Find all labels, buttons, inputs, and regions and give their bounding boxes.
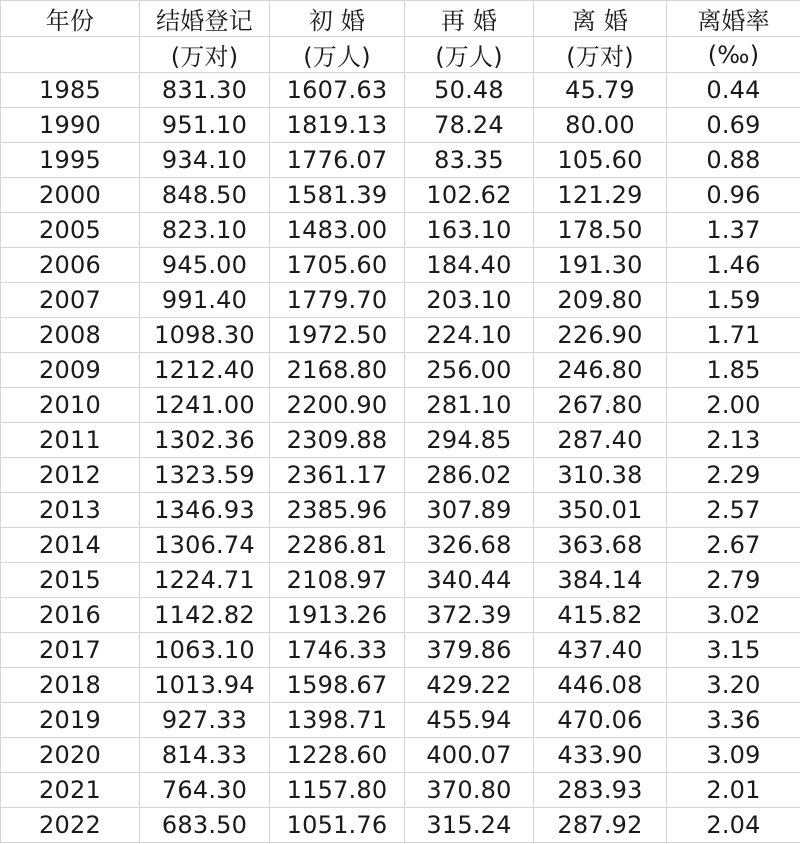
year-cell[interactable]: 1985 [1,73,140,108]
divorce-cell[interactable]: 363.68 [534,528,667,563]
divorce-rate-cell[interactable]: 3.15 [667,633,800,668]
marriage-registrations-cell[interactable]: 823.10 [140,213,270,248]
divorce-cell[interactable]: 433.90 [534,738,667,773]
remarriage-cell[interactable]: 286.02 [405,458,534,493]
divorce-cell[interactable]: 226.90 [534,318,667,353]
marriage-registrations-cell[interactable]: 934.10 [140,143,270,178]
unit-remarriage[interactable]: (万人) [405,37,534,73]
first-marriage-cell[interactable]: 1779.70 [270,283,405,318]
remarriage-cell[interactable]: 78.24 [405,108,534,143]
divorce-rate-cell[interactable]: 0.96 [667,178,800,213]
year-cell[interactable]: 2016 [1,598,140,633]
table-row [1,808,800,843]
first-marriage-cell[interactable]: 2309.88 [270,423,405,458]
remarriage-cell[interactable]: 281.10 [405,388,534,423]
first-marriage-cell[interactable]: 2361.17 [270,458,405,493]
divorce-cell[interactable]: 470.06 [534,703,667,738]
marriage-registrations-cell[interactable]: 814.33 [140,738,270,773]
remarriage-cell[interactable]: 429.22 [405,668,534,703]
table-body [1,1,800,843]
divorce-cell[interactable]: 209.80 [534,283,667,318]
first-marriage-cell[interactable]: 2385.96 [270,493,405,528]
unit-year[interactable] [1,37,140,73]
remarriage-cell[interactable]: 379.86 [405,633,534,668]
first-marriage-cell[interactable]: 1746.33 [270,633,405,668]
remarriage-cell[interactable]: 340.44 [405,563,534,598]
marriage-registrations-cell[interactable]: 1063.10 [140,633,270,668]
year-cell[interactable]: 2014 [1,528,140,563]
divorce-cell[interactable]: 437.40 [534,633,667,668]
marriage-registrations-cell[interactable]: 951.10 [140,108,270,143]
year-cell[interactable]: 2015 [1,563,140,598]
table-row [1,283,800,318]
table-row [1,493,800,528]
divorce-cell[interactable]: 415.82 [534,598,667,633]
year-cell[interactable]: 2008 [1,318,140,353]
remarriage-cell[interactable]: 163.10 [405,213,534,248]
divorce-rate-cell[interactable]: 3.02 [667,598,800,633]
unit-marriage-registrations[interactable]: (万对) [140,37,270,73]
marriage-registrations-cell[interactable]: 1142.82 [140,598,270,633]
table-row [1,563,800,598]
year-cell[interactable]: 2011 [1,423,140,458]
table-row [1,633,800,668]
first-marriage-cell[interactable]: 1228.60 [270,738,405,773]
year-cell[interactable]: 1990 [1,108,140,143]
marriage-registrations-cell[interactable]: 764.30 [140,773,270,808]
year-cell[interactable]: 2006 [1,248,140,283]
first-marriage-cell[interactable]: 1607.63 [270,73,405,108]
first-marriage-cell[interactable]: 1051.76 [270,808,405,843]
first-marriage-cell[interactable]: 1581.39 [270,178,405,213]
divorce-rate-cell[interactable]: 0.44 [667,73,800,108]
header-year[interactable]: 年份 [1,1,140,37]
divorce-rate-cell[interactable]: 1.85 [667,353,800,388]
remarriage-cell[interactable]: 326.68 [405,528,534,563]
header-marriage-registrations[interactable]: 结婚登记 [140,1,270,37]
divorce-rate-cell[interactable]: 2.79 [667,563,800,598]
divorce-cell[interactable]: 287.40 [534,423,667,458]
marriage-registrations-cell[interactable]: 1323.59 [140,458,270,493]
marriage-registrations-cell[interactable]: 1212.40 [140,353,270,388]
divorce-rate-cell[interactable]: 3.09 [667,738,800,773]
divorce-rate-cell[interactable]: 2.00 [667,388,800,423]
remarriage-cell[interactable]: 315.24 [405,808,534,843]
divorce-rate-cell[interactable]: 1.71 [667,318,800,353]
first-marriage-cell[interactable]: 1398.71 [270,703,405,738]
table-row [1,143,800,178]
unit-row [1,37,800,73]
divorce-rate-cell[interactable]: 2.67 [667,528,800,563]
table-row [1,738,800,773]
divorce-cell[interactable]: 178.50 [534,213,667,248]
divorce-rate-cell[interactable]: 1.46 [667,248,800,283]
table-row [1,318,800,353]
first-marriage-cell[interactable]: 1483.00 [270,213,405,248]
header-remarriage[interactable]: 再 婚 [405,1,534,37]
marriage-registrations-cell[interactable]: 1306.74 [140,528,270,563]
year-cell[interactable]: 2009 [1,353,140,388]
divorce-cell[interactable]: 446.08 [534,668,667,703]
marriage-registrations-cell[interactable]: 1302.36 [140,423,270,458]
header-divorce[interactable]: 离 婚 [534,1,667,37]
divorce-cell[interactable]: 287.92 [534,808,667,843]
divorce-cell[interactable]: 384.14 [534,563,667,598]
divorce-rate-cell[interactable]: 2.04 [667,808,800,843]
table-row [1,388,800,423]
remarriage-cell[interactable]: 400.07 [405,738,534,773]
divorce-cell[interactable]: 283.93 [534,773,667,808]
marriage-registrations-cell[interactable]: 831.30 [140,73,270,108]
year-cell[interactable]: 2019 [1,703,140,738]
divorce-cell[interactable]: 45.79 [534,73,667,108]
divorce-rate-cell[interactable]: 2.01 [667,773,800,808]
divorce-rate-cell[interactable]: 3.20 [667,668,800,703]
remarriage-cell[interactable]: 203.10 [405,283,534,318]
marriage-registrations-cell[interactable]: 945.00 [140,248,270,283]
remarriage-cell[interactable]: 102.62 [405,178,534,213]
marriage-registrations-cell[interactable]: 1098.30 [140,318,270,353]
remarriage-cell[interactable]: 370.80 [405,773,534,808]
table-row [1,73,800,108]
remarriage-cell[interactable]: 372.39 [405,598,534,633]
table-row [1,668,800,703]
divorce-cell[interactable]: 105.60 [534,143,667,178]
table-row [1,353,800,388]
marriage-registrations-cell[interactable]: 683.50 [140,808,270,843]
divorce-cell[interactable]: 310.38 [534,458,667,493]
remarriage-cell[interactable]: 294.85 [405,423,534,458]
divorce-cell[interactable]: 267.80 [534,388,667,423]
marriage-registrations-cell[interactable]: 1013.94 [140,668,270,703]
first-marriage-cell[interactable]: 2200.90 [270,388,405,423]
divorce-rate-cell[interactable]: 3.36 [667,703,800,738]
remarriage-cell[interactable]: 256.00 [405,353,534,388]
year-cell[interactable]: 1995 [1,143,140,178]
remarriage-cell[interactable]: 50.48 [405,73,534,108]
remarriage-cell[interactable]: 307.89 [405,493,534,528]
marriage-registrations-cell[interactable]: 1346.93 [140,493,270,528]
first-marriage-cell[interactable]: 1776.07 [270,143,405,178]
divorce-cell[interactable]: 246.80 [534,353,667,388]
marriage-registrations-cell[interactable]: 991.40 [140,283,270,318]
first-marriage-cell[interactable]: 1157.80 [270,773,405,808]
table-row [1,528,800,563]
divorce-rate-cell[interactable]: 1.59 [667,283,800,318]
header-divorce-rate[interactable]: 离婚率 [667,1,800,37]
table-row [1,248,800,283]
marriage-registrations-cell[interactable]: 848.50 [140,178,270,213]
header-row [1,1,800,37]
year-cell[interactable]: 2013 [1,493,140,528]
first-marriage-cell[interactable]: 1705.60 [270,248,405,283]
unit-first-marriage[interactable]: (万人) [270,37,405,73]
first-marriage-cell[interactable]: 2168.80 [270,353,405,388]
remarriage-cell[interactable]: 184.40 [405,248,534,283]
divorce-rate-cell[interactable]: 0.88 [667,143,800,178]
year-cell[interactable]: 2021 [1,773,140,808]
year-cell[interactable]: 2007 [1,283,140,318]
remarriage-cell[interactable]: 224.10 [405,318,534,353]
table-row [1,598,800,633]
divorce-cell[interactable]: 191.30 [534,248,667,283]
year-cell[interactable]: 2017 [1,633,140,668]
year-cell[interactable]: 2012 [1,458,140,493]
first-marriage-cell[interactable]: 1972.50 [270,318,405,353]
remarriage-cell[interactable]: 83.35 [405,143,534,178]
year-cell[interactable]: 2022 [1,808,140,843]
marriage-registrations-cell[interactable]: 1224.71 [140,563,270,598]
table-row [1,108,800,143]
divorce-cell[interactable]: 80.00 [534,108,667,143]
divorce-cell[interactable]: 350.01 [534,493,667,528]
divorce-cell[interactable]: 121.29 [534,178,667,213]
unit-divorce-rate[interactable]: (‰) [667,37,800,73]
divorce-rate-cell[interactable]: 0.69 [667,108,800,143]
marriage-registrations-cell[interactable]: 1241.00 [140,388,270,423]
marriage-registrations-cell[interactable]: 927.33 [140,703,270,738]
divorce-rate-cell[interactable]: 2.13 [667,423,800,458]
divorce-rate-cell[interactable]: 1.37 [667,213,800,248]
table-row [1,423,800,458]
table-row [1,458,800,493]
remarriage-cell[interactable]: 455.94 [405,703,534,738]
first-marriage-cell[interactable]: 1819.13 [270,108,405,143]
table-row [1,773,800,808]
first-marriage-cell[interactable]: 1598.67 [270,668,405,703]
year-cell[interactable]: 2000 [1,178,140,213]
divorce-rate-cell[interactable]: 2.29 [667,458,800,493]
first-marriage-cell[interactable]: 1913.26 [270,598,405,633]
table-row [1,178,800,213]
first-marriage-cell[interactable]: 2286.81 [270,528,405,563]
header-first-marriage[interactable]: 初 婚 [270,1,405,37]
year-cell[interactable]: 2018 [1,668,140,703]
year-cell[interactable]: 2010 [1,388,140,423]
divorce-rate-cell[interactable]: 2.57 [667,493,800,528]
table-row [1,213,800,248]
table-row [1,703,800,738]
year-cell[interactable]: 2020 [1,738,140,773]
first-marriage-cell[interactable]: 2108.97 [270,563,405,598]
year-cell[interactable]: 2005 [1,213,140,248]
unit-divorce[interactable]: (万对) [534,37,667,73]
